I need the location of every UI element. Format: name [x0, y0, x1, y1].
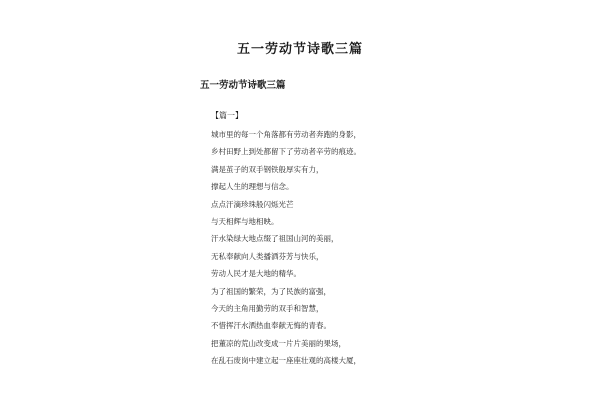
part-label: 【篇一】 — [211, 111, 243, 120]
poem-line: 不惜挥汗水洒热血奉献无悔的青春。 — [211, 321, 331, 331]
poem-line: 满是茧子的双手钢铁般厚实有力， — [211, 164, 324, 174]
poem-lines — [211, 126, 361, 369]
poem-line: 与天相辉与地相映。 — [211, 216, 279, 226]
poem-line: 汗水染绿大地点缀了祖国山河的美丽， — [211, 234, 339, 244]
poem-line: 点点汗滴珍珠般闪烁光芒 — [211, 199, 294, 209]
poem-line: 城市里的每一个角落都有劳动者奔跑的身影， — [211, 130, 361, 139]
section-title: 五一劳动节诗歌三篇 — [200, 80, 286, 91]
poem-line: 今天的主角用勤劳的双手和智慧， — [211, 303, 324, 313]
poem-line: 无私奉献向人类播洒芬芳与快乐， — [211, 251, 324, 261]
poem-line: 把董凉的荒山改变成一片片美丽的果场， — [211, 338, 346, 348]
poem-line: 为了祖国的繁荣，为了民族的富强， — [211, 286, 331, 296]
poem-line: 在乱石废岗中建立起一座座壮观的高楼大厦， — [211, 356, 361, 366]
document-title: 五一劳动节诗歌三篇 — [236, 42, 363, 57]
poem-line: 劳动人民才是大地的精华。 — [211, 269, 301, 279]
poem-line: 撑起人生的理想与信念。 — [211, 182, 294, 192]
poem-line: 乡村田野上到处都留下了劳动者辛劳的痕迹。 — [211, 147, 361, 157]
